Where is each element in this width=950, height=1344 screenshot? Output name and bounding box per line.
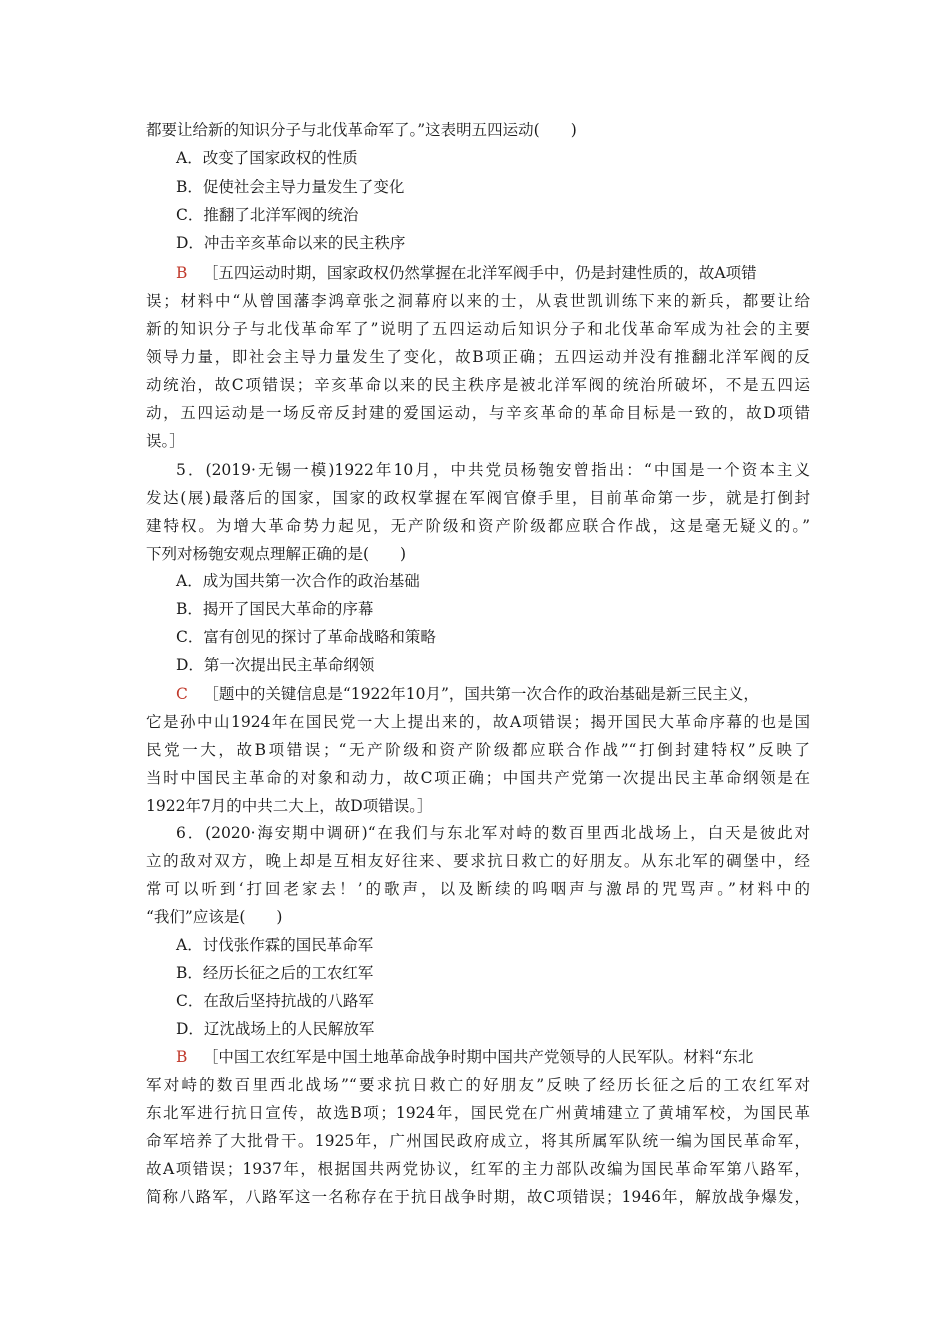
q5-explanation-line-4: 当时中国民主革命的对象和动力，故C项正确；中国共产党第一次提出民主革命纲领是在 [146, 769, 810, 787]
q6-option-c: C．在敌后坚持抗战的八路军 [176, 992, 374, 1010]
q6-explanation-line-6: 简称八路军，八路军这一名称存在于抗日战争时期，故C项错误；1946年，解放战争爆发， [146, 1188, 810, 1206]
q5-option-b: B．揭开了国民大革命的序幕 [176, 600, 374, 618]
q6-option-a: A．讨伐张作霖的国民革命军 [176, 936, 374, 954]
q6-explanation-line-2: 军对峙的数百里西北战场”“要求抗日救亡的好朋友”反映了经历长征之后的工农红军对 [146, 1076, 810, 1094]
q6-option-b: B．经历长征之后的工农红军 [176, 964, 374, 982]
q4-option-a: A．改变了国家政权的性质 [176, 149, 358, 167]
q5-explanation-line-3: 民党一大，故B项错误；“无产阶级和资产阶级都应联合作战”“打倒封建特权”反映了 [146, 741, 810, 759]
q5-option-c: C．富有创见的探讨了革命战略和策略 [176, 628, 436, 646]
q6-answer: B [176, 1048, 188, 1066]
q6-stem-line-1: 6．(2020·海安期中调研)“在我们与东北军对峙的数百里西北战场上，白天是彼此对 [176, 824, 810, 842]
q6-stem-line-3: 常可以听到‘打回老家去！’的歌声，以及断续的呜咽声与激昂的咒骂声。”材料中的 [146, 880, 810, 898]
q6-explanation-line-4: 命军培养了大批骨干。1925年，广州国民政府成立，将其所属军队统一编为国民革命军， [146, 1132, 810, 1150]
q4-option-b: B．促使社会主导力量发生了变化 [176, 178, 405, 196]
q5-answer: C [176, 685, 188, 703]
q5-explanation-line-2: 它是孙中山1924年在国民党一大上提出来的，故A项错误；揭开国民大革命序幕的也是国 [146, 713, 810, 731]
q6-stem-line-4: “我们”应该是( ) [146, 908, 283, 926]
q6-option-d: D．辽沈战场上的人民解放军 [176, 1020, 375, 1038]
q6-explanation-line-5: 故A项错误；1937年，根据国共两党协议，红军的主力部队改编为国民革命军第八路军， [146, 1160, 810, 1178]
q4-explanation-line-7: 误。］ [146, 432, 185, 450]
q4-option-c: C．推翻了北洋军阀的统治 [176, 206, 359, 224]
q4-explanation-line-1: B ［五四运动时期，国家政权仍然掌握在北洋军阀手中，仍是封建性质的，故A项错 [176, 264, 757, 282]
q5-explanation-line-5: 1922年7月的中共二大上，故D项错误。］ [146, 797, 433, 815]
q4-explanation-line-4: 领导力量，即社会主导力量发生了变化，故B项正确；五四运动并没有推翻北洋军阀的反 [146, 348, 810, 366]
q5-option-d: D．第一次提出民主革命纲领 [176, 656, 375, 674]
q4-answer: B [176, 264, 188, 282]
q6-stem-line-2: 立的敌对双方，晚上却是互相友好往来、要求抗日救亡的好朋友。从东北军的碉堡中，经 [146, 852, 810, 870]
q4-explanation-line-5: 动统治，故C项错误；辛亥革命以来的民主秩序是被北洋军阀的统治所破坏，不是五四运 [146, 376, 810, 394]
q5-stem-line-2: 发达(展)最落后的国家，国家的政权掌握在军阀官僚手里，目前革命第一步，就是打倒封 [146, 489, 810, 507]
q5-option-a: A．成为国共第一次合作的政治基础 [176, 572, 420, 590]
q6-explanation-line-1: B ［中国工农红军是中国土地革命战争时期中国共产党领导的人民军队。材料“东北 [176, 1048, 754, 1066]
q5-stem-line-4: 下列对杨匏安观点理解正确的是( ) [146, 545, 407, 563]
q5-stem-line-1: 5．(2019·无锡一模)1922年10月，中共党员杨匏安曾指出：“中国是一个资本主义 [176, 461, 810, 479]
q5-explanation-line-1: C ［题中的关键信息是“1922年10月”，国共第一次合作的政治基础是新三民主义， [176, 685, 759, 703]
q4-explanation-line-2: 误；材料中“从曾国藩李鸿章张之洞幕府以来的士，从袁世凯训练下来的新兵，都要让给 [146, 292, 810, 310]
q6-explanation-line-3: 东北军进行抗日宣传，故选B项；1924年，国民党在广州黄埔建立了黄埔军校，为国民革 [146, 1104, 810, 1122]
q4-explanation-line-6: 动，五四运动是一场反帝反封建的爱国运动，与辛亥革命的革命目标是一致的，故D项错 [146, 404, 810, 422]
q4-option-d: D．冲击辛亥革命以来的民主秩序 [176, 234, 406, 252]
q4-stem-tail: 都要让给新的知识分子与北伐革命军了。”这表明五四运动( ) [146, 121, 577, 139]
q4-explanation-line-3: 新的知识分子与北伐革命军了”说明了五四运动后知识分子和北伐革命军成为社会的主要 [146, 320, 810, 338]
q5-stem-line-3: 建特权。为增大革命势力起见，无产阶级和资产阶级都应联合作战，这是毫无疑义的。” [146, 517, 810, 535]
